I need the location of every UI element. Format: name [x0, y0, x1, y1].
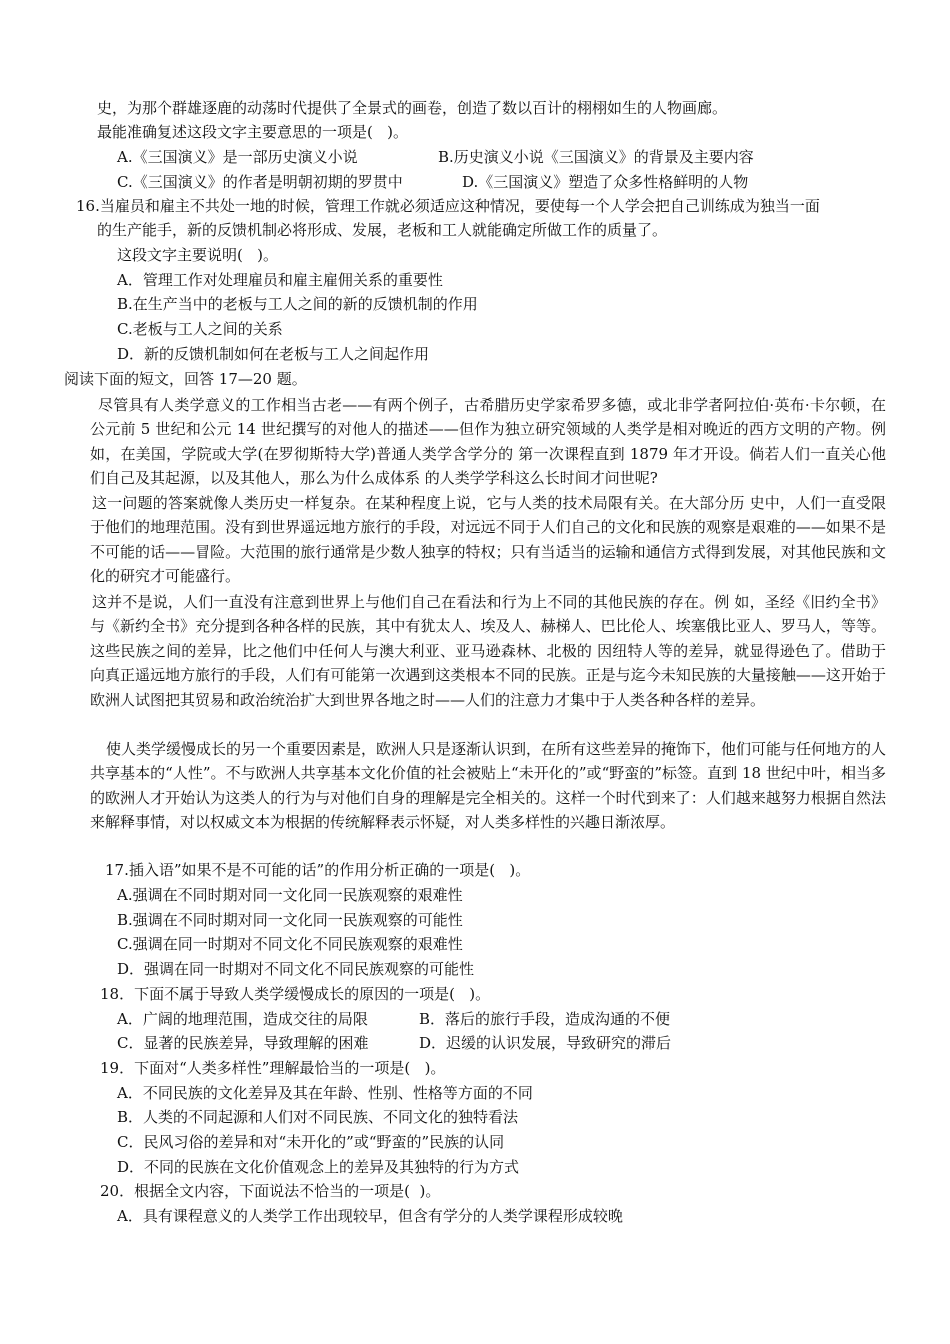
q19-option-d: D．不同的民族在文化价值观念上的差异及其独特的行为方式	[117, 1158, 520, 1176]
q15-option-d: D.《三国演义》塑造了众多性格鲜明的人物	[462, 173, 749, 191]
q15-option-a: A.《三国演义》是一部历史演义小说	[117, 148, 358, 166]
q16-text-line2: 的生产能手，新的反馈机制必将形成、发展，老板和工人就能确定所做工作的质量了。	[97, 221, 668, 239]
q18-option-c: C．显著的民族差异，导致理解的困难	[117, 1034, 369, 1052]
q19-option-b: B．人类的不同起源和人们对不同民族、不同文化的独特看法	[117, 1108, 519, 1126]
passage-intro: 阅读下面的短文，回答 17—20 题。	[64, 370, 307, 388]
passage-paragraph-3: 这并不是说，人们一直没有注意到世界上与他们自己在看法和行为上不同的其他民族的存在。例 如，圣经《旧约全书》与《新约全书》充分提到各种各样的民族，其中有犹太人、埃及人、赫梯人、巴比伦人、埃塞俄比亚人、罗马人，等等。这些民族之间的差异，比之他们中任何人与澳大利亚、亚马逊森林、北极的 因纽特人等的差异，就显得逊色了。借助于向真正遥远地方旅行的手段，人们有可能第一次遇到这类根本不同的民族。正是与迄今未知民族的大量接触——这开始于欧洲人试图把其贸易和政治统治扩大到世界各地之时——人们的注意力才集中于人类各种各样的差异。	[90, 593, 886, 709]
q17-option-d: D．强调在同一时期对不同文化不同民族观察的可能性	[117, 960, 475, 978]
q18-option-d: D．迟缓的认识发展，导致研究的滞后	[419, 1034, 672, 1052]
q18-option-b: B．落后的旅行手段，造成沟通的不便	[419, 1010, 671, 1028]
q19-option-c: C．民风习俗的差异和对“未开化的”或“野蛮的”民族的认同	[117, 1133, 505, 1151]
q18-option-a: A．广阔的地理范围，造成交往的局限	[117, 1010, 368, 1028]
q19-option-a: A．不同民族的文化差异及其在年龄、性别、性格等方面的不同	[117, 1084, 533, 1102]
q17-stem: 17.插入语”如果不是不可能的话”的作用分析正确的一项是( )。	[105, 861, 531, 879]
q15-option-b: B.历史演义小说《三国演义》的背景及主要内容	[438, 148, 754, 166]
q18-stem: 18．下面不属于导致人类学缓慢成长的原因的一项是( )。	[100, 985, 491, 1003]
q17-option-c: C.强调在同一时期对不同文化不同民族观察的艰难性	[117, 935, 463, 953]
passage-paragraph-1: 尽管具有人类学意义的工作相当古老——有两个例子，古希腊历史学家希罗多德，或北非学者阿拉伯·英布·卡尔顿，在公元前 5 世纪和公元 14 世纪撰写的对他人的描述——但作为独立研究领域的人类学是相对晚近的西方文明的产物。例如，在美国，学院或大学(在罗彻斯特大学)普通人类学含学分的 第一次课程直到 1879 年才开设。倘若人们一直关心他们自己及其起源，以及其他人，那么为什么成体系 的人类学学科这么长时间才问世呢?	[90, 396, 886, 488]
q17-option-b: B.强调在不同时期对同一文化同一民族观察的可能性	[117, 911, 463, 929]
q16-text-line1: 16.当雇员和雇主不共处一地的时候，管理工作就必须适应这种情况，要使每一个人学会把自己训练成为独当一面	[76, 197, 820, 215]
q16-option-d: D．新的反馈机制如何在老板与工人之间起作用	[117, 345, 430, 363]
q16-stem: 这段文字主要说明( )。	[117, 246, 279, 264]
q15-stem: 最能准确复述这段文字主要意思的一项是( )。	[97, 123, 409, 141]
q16-option-c: C.老板与工人之间的关系	[117, 320, 283, 338]
q15-option-c: C.《三国演义》的作者是明朝初期的罗贯中	[117, 173, 403, 191]
q15-passage-tail: 史，为那个群雄逐鹿的动荡时代提供了全景式的画卷，创造了数以百计的栩栩如生的人物画廊。	[97, 99, 728, 117]
q16-option-b: B.在生产当中的老板与工人之间的新的反馈机制的作用	[117, 295, 478, 313]
q19-stem: 19．下面对“人类多样性”理解最恰当的一项是( )。	[100, 1059, 446, 1077]
passage-paragraph-4: 使人类学缓慢成长的另一个重要因素是，欧洲人只是逐渐认识到，在所有这些差异的掩饰下，他们可能与任何地方的人共享基本的“人性”。不与欧洲人共享基本文化价值的社会被贴上“未开化的”或“野蛮的”标签。直到 18 世纪中叶，相当多的欧洲人才开始认为这类人的行为与对他们自身的理解是完全相关的。这样一个时代到来了：人们越来越努力根据自然法来解释事情，对以权威文本为根据的传统解释表示怀疑，对人类多样性的兴趣日渐浓厚。	[90, 740, 887, 832]
q20-stem: 20．根据全文内容，下面说法不恰当的一项是( )。	[100, 1182, 441, 1200]
q20-option-a: A．具有课程意义的人类学工作出现较早，但含有学分的人类学课程形成较晚	[117, 1207, 623, 1225]
passage-paragraph-2: 这一问题的答案就像人类历史一样复杂。在某种程度上说，它与人类的技术局限有关。在大部分历 史中，人们一直受限于他们的地理范围。没有到世界遥远地方旅行的手段，对远远不同于人们自己的文化和民族的观察是艰难的——如果不是不可能的话——冒险。大范围的旅行通常是少数人独享的特权；只有当适当的运输和通信方式得到发展，对其他民族和文化的研究才可能盛行。	[90, 494, 886, 586]
q16-option-a: A．管理工作对处理雇员和雇主雇佣关系的重要性	[117, 271, 443, 289]
q17-option-a: A.强调在不同时期对同一文化同一民族观察的艰难性	[117, 886, 463, 904]
